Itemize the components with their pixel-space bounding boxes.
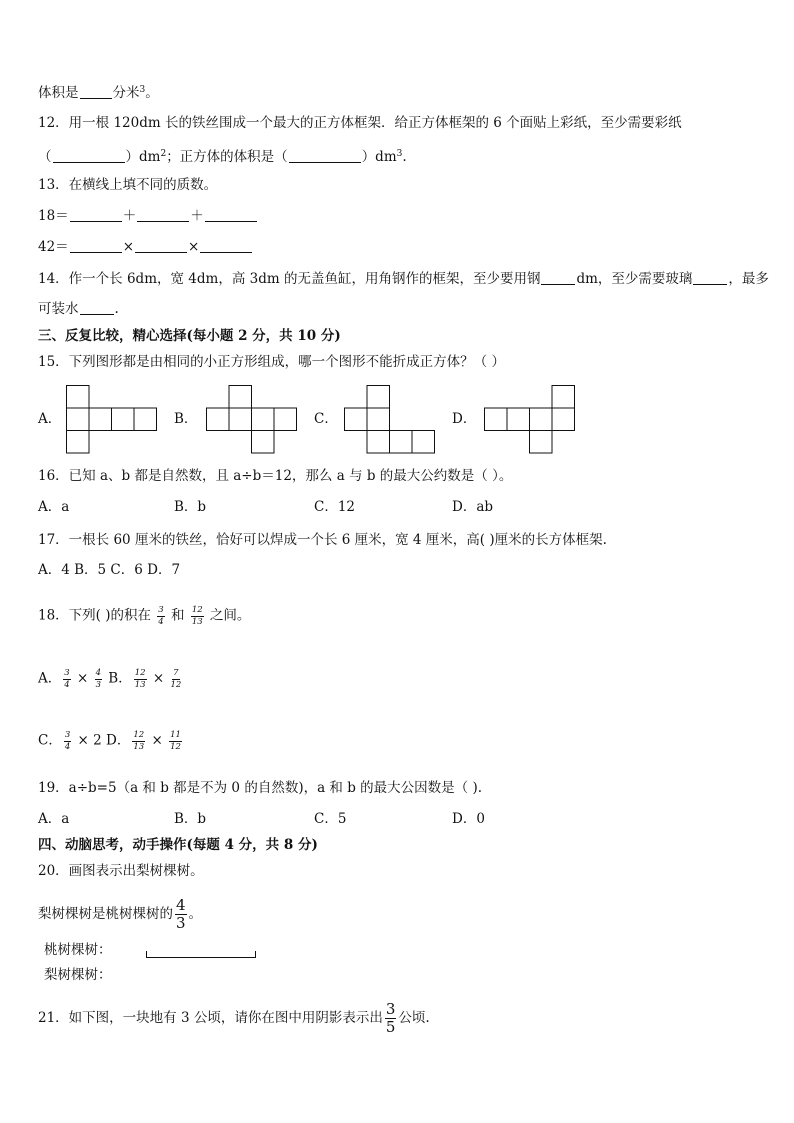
fraction: $\frac{11}{12}$ [170,730,181,752]
answer-blank[interactable] [70,239,122,253]
answer-blank[interactable] [135,239,187,253]
net-square [207,408,230,431]
answer-blank[interactable] [70,208,122,222]
q14-line1: 14．作一个长 6dm，宽 4dm，高 3dm 的无盖鱼缸，用角钢作的框架，至少要用钢 dm，至少需要玻璃 ，最多 [38,271,769,287]
net-square [390,431,413,454]
answer-blank[interactable] [80,301,114,315]
q20-desc: 梨树棵树是桃树棵树的 $\frac{4}{3}$ 。 [38,896,203,932]
q19-option-c: C．5 [314,811,347,827]
net-square [412,431,435,454]
net-square [507,408,530,431]
net-square [552,408,575,431]
net-square [367,431,390,454]
answer-blank[interactable] [53,149,125,163]
fraction: $\frac{7}{12}$ [170,668,182,690]
fraction: $\frac{3}{4}$ [64,730,71,752]
fraction: $\frac{12}{13}$ [134,668,146,690]
net-square [89,408,112,431]
answer-blank[interactable] [541,271,575,285]
fraction: $\frac{4}{3}$ [176,896,186,932]
q19-option-d: D．0 [452,811,485,827]
q15-net-b [206,385,297,454]
q21: 21．如下图，一块地有 3 公顷，请你在图中用阴影表示出 $\frac{3}{5}$ 公顷. [38,1000,430,1036]
net-square [274,408,297,431]
net-square [229,408,252,431]
q16-option-c: C．12 [314,499,356,515]
q13-b: 42＝ × × [38,238,253,256]
q20: 20．画图表示出梨树棵树。 [38,863,204,879]
fraction: $\frac{3}{4}$ [64,668,70,690]
q15-label-c: C． [314,411,338,427]
q20-pear-label: 梨树棵树： [44,967,112,983]
net-square [530,431,553,454]
q17-options: A．4 B．5 C．6 D．7 [38,562,181,578]
q15-label-b: B． [174,411,198,427]
fraction: $\frac{4}{3}$ [95,668,101,690]
q18: 18．下列( )的积在 $\frac{3}{4}$ 和 $\frac{12}{13}$ 之间。 [38,605,251,627]
q14-line2: 可装水 . [38,301,119,317]
answer-blank[interactable] [289,149,361,163]
superscript: 2 [160,149,167,159]
q19-option-a: A．a [38,811,70,827]
net-square [67,408,90,431]
net-square [67,386,90,409]
fraction: $\frac{3}{5}$ [385,1000,396,1036]
superscript: 3 [396,149,403,159]
q13: 13．在横线上填不同的质数。 [38,177,218,193]
net-square [229,386,252,409]
q17: 17．一根长 60 厘米的铁丝，恰好可以焊成一个长 6 厘米，宽 4 厘米，高( )厘米的长方体框架. [38,532,607,548]
q15-net-d [484,385,575,454]
q15: 15．下列图形都是由相同的小正方形组成，哪一个图形不能折成正方体？（ ） [38,354,505,370]
q12-line1: 12．用一根 120dm 长的铁丝围成一个最大的正方体框架．给正方体框架的 6 个面贴上彩纸，至少需要彩纸 [38,115,682,131]
q18-options-cd: C． $\frac{3}{4}$ × 2 D． $\frac{12}{13}$ × $\frac{11}{12}$ [38,730,181,752]
fraction: $\frac{12}{13}$ [191,605,203,627]
q20-peach-label: 桃树棵树： [44,942,112,958]
answer-blank[interactable] [80,85,112,99]
answer-blank[interactable] [137,208,189,222]
q16: 16．已知 a、b 都是自然数，且 a÷b＝12，那么 a 与 b 的最大公约数是（ ）。 [38,468,513,484]
section-4-heading: 四、动脑思考，动手操作(每题 4 分，共 8 分) [38,837,318,853]
net-square [530,408,553,431]
net-square [67,431,90,454]
q11-tail: 体积是 分米$^3$。 [38,85,159,101]
peach-tree-bar [146,946,256,953]
net-square [367,408,390,431]
q18-options-ab: A． $\frac{3}{4}$ × $\frac{4}{3}$ B． $\frac{12}{13}$ × $\frac{7}{12}$ [38,668,182,690]
fraction: $\frac{3}{4}$ [158,605,164,627]
fraction: $\frac{12}{13}$ [133,730,145,752]
section-3-heading: 三、反复比较，精心选择(每小题 2 分，共 10 分) [38,328,341,344]
net-square [134,408,157,431]
q15-label-d: D． [452,411,477,427]
q16-option-b: B．b [174,499,207,515]
q15-net-c [344,385,435,454]
q19-option-b: B．b [174,811,207,827]
answer-blank[interactable] [205,208,257,222]
q12-line2: （ ）$dm^2$；正方体的体积是（ ）$dm^3$. [38,149,407,165]
q16-option-d: D．ab [452,499,494,515]
q15-label-a: A． [38,411,62,427]
q16-option-a: A．a [38,499,70,515]
answer-blank[interactable] [200,239,252,253]
superscript: 3 [139,85,146,95]
q19: 19．a÷b=5（a 和 b 都是不为 0 的自然数)，a 和 b 的最大公因数是（ ). [38,780,482,796]
net-square [552,386,575,409]
net-square [485,408,508,431]
answer-blank[interactable] [693,271,727,285]
net-square [252,408,275,431]
q13-a: 18＝ ＋ ＋ [38,207,258,225]
net-square [252,431,275,454]
net-square [112,408,135,431]
net-square [345,408,368,431]
net-square [367,386,390,409]
q15-net-a [66,385,157,454]
